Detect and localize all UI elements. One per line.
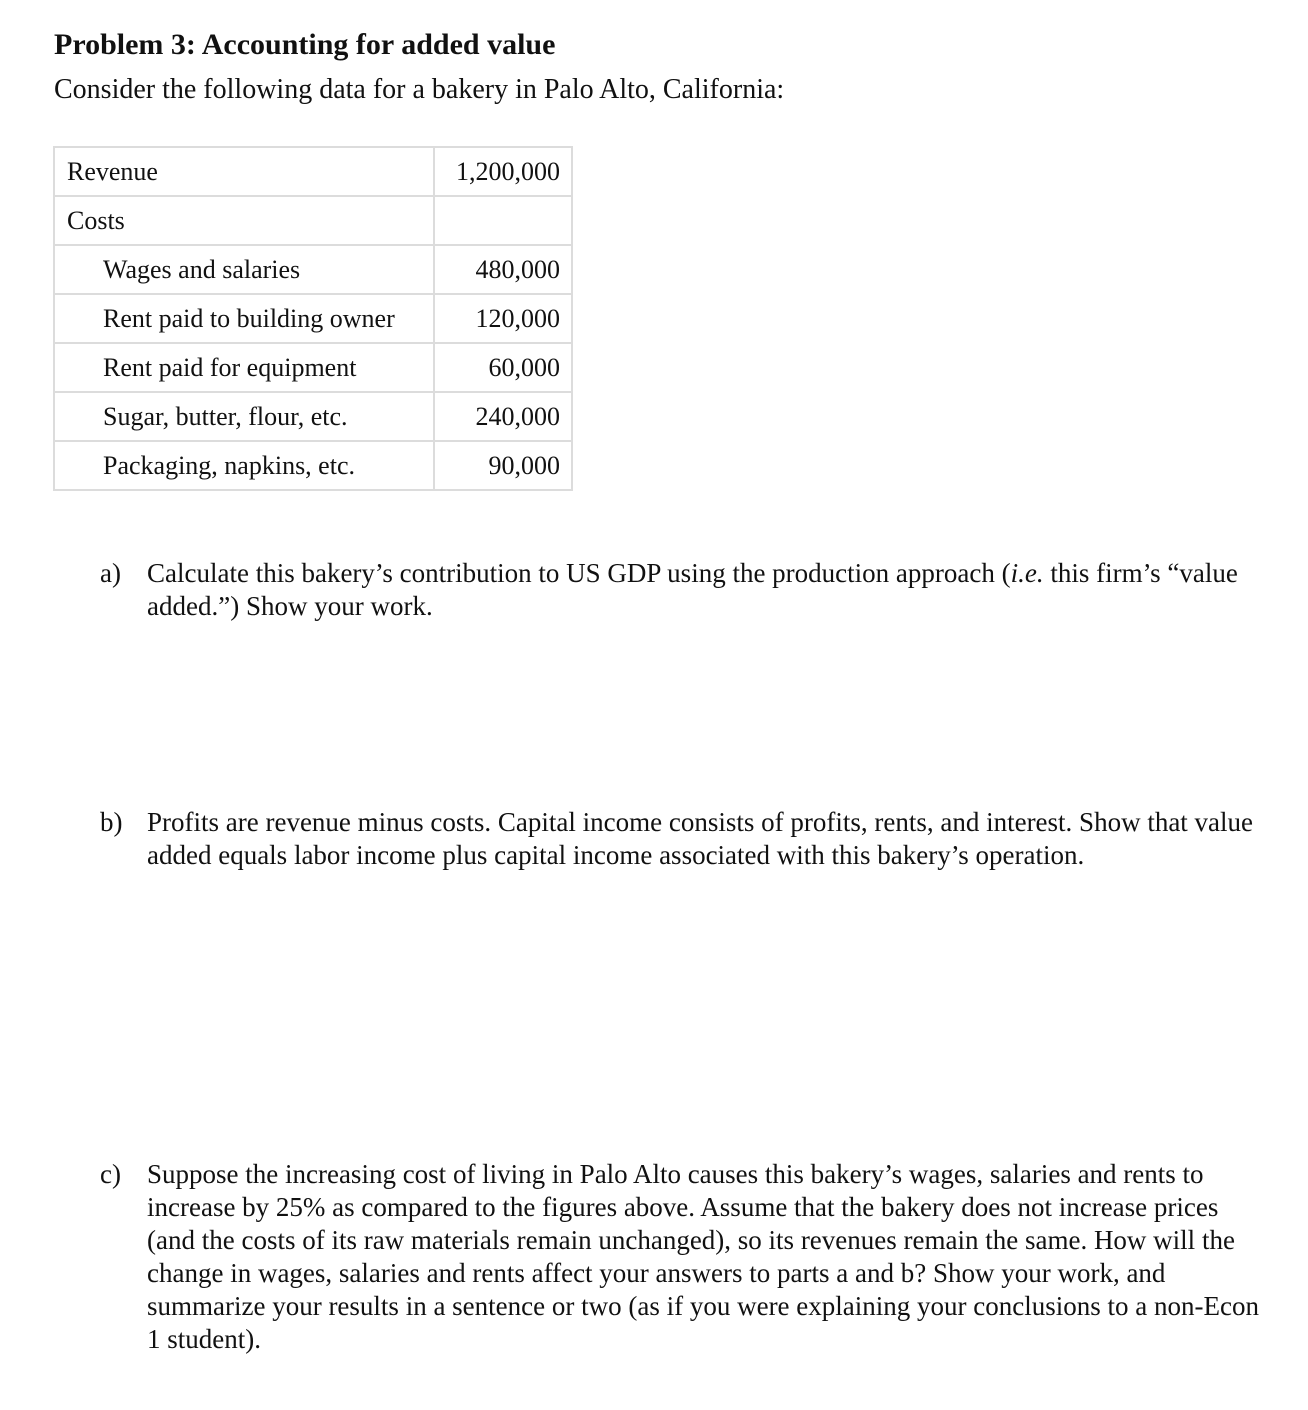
question-c-text: Suppose the increasing cost of living in Palo Alto causes this bakery’s wages, salaries and rents to increase by 25% as compared to the figures above. Assume that the bakery does not increase prices (and the costs of its raw materials remain unchanged), so its revenues remain the same. How will the change in wages, salaries and rents affect your answers to parts a and b? Show your work, and summarize your results in a sentence or two (as if you were explaining your conclusions to a non-Econ 1 student).: [147, 1159, 1259, 1354]
bakery-data-table: [53, 146, 573, 491]
problem-intro: Consider the following data for a bakery in Palo Alto, California:: [54, 74, 785, 105]
costs-value-empty: [434, 196, 572, 245]
revenue-label: Revenue: [54, 147, 434, 196]
cost-item-value: 120,000: [434, 294, 572, 343]
problem-title: Problem 3: Accounting for added value: [54, 28, 556, 61]
revenue-value: 1,200,000: [434, 147, 572, 196]
question-c-marker: c): [100, 1159, 121, 1189]
costs-label: Costs: [54, 196, 434, 245]
table-row: [54, 392, 572, 441]
cost-item-value: 480,000: [434, 245, 572, 294]
cost-item-label: Wages and salaries: [54, 245, 434, 294]
table-row: [54, 343, 572, 392]
table-row: [54, 245, 572, 294]
table-row-costs: [54, 196, 572, 245]
question-b-marker: b): [100, 807, 123, 837]
table-row: [54, 294, 572, 343]
cost-item-label: Rent paid for equipment: [54, 343, 434, 392]
table-row-revenue: [54, 147, 572, 196]
cost-item-label: Rent paid to building owner: [54, 294, 434, 343]
cost-item-value: 90,000: [434, 441, 572, 490]
cost-item-label: Sugar, butter, flour, etc.: [54, 392, 434, 441]
question-a-text: Calculate this bakery’s contribution to US GDP using the production approach (i.e. this firm’s “value added.”) Show your work.: [147, 558, 1238, 621]
question-a-marker: a): [100, 558, 121, 588]
cost-item-label: Packaging, napkins, etc.: [54, 441, 434, 490]
cost-item-value: 240,000: [434, 392, 572, 441]
table-row: [54, 441, 572, 490]
question-b-text: Profits are revenue minus costs. Capital income consists of profits, rents, and interest. Show that value added equals labor income plus capital income associated with this bakery’s operation.: [147, 807, 1254, 870]
cost-item-value: 60,000: [434, 343, 572, 392]
